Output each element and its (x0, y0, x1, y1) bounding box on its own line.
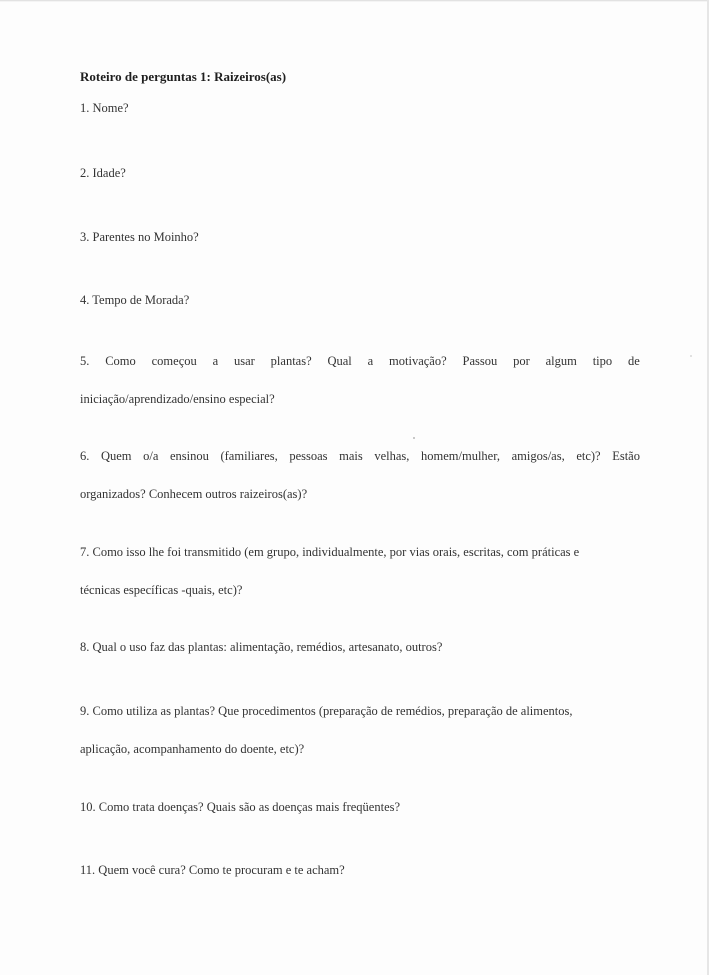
justified-word: por (513, 354, 530, 368)
justified-word: começou (151, 354, 197, 368)
justified-word: mais (339, 449, 363, 463)
question-1 (80, 98, 640, 118)
question-line-justified (80, 446, 640, 466)
question-line: 9. Como utiliza as plantas? Que procedimentos (preparação de remédios, preparação de alimentos, (80, 704, 573, 718)
justified-word: Passou (462, 354, 498, 368)
question-4 (80, 290, 640, 310)
justified-word: Quem (100, 449, 132, 463)
justified-word: ensinou (170, 449, 209, 463)
question-8 (80, 637, 640, 657)
document-title: Roteiro de perguntas 1: Raizeiros(as) (80, 69, 287, 84)
question-line: 7. Como isso lhe foi transmitido (em grupo, individualmente, por vias orais, escritas, com práticas e (80, 545, 580, 559)
question-5 (80, 351, 640, 409)
question-3 (80, 227, 640, 247)
justified-word: etc)? (576, 449, 601, 463)
justified-word: a (367, 354, 374, 368)
question-line: 2. Idade? (80, 166, 126, 180)
question-line: técnicas específicas -quais, etc)? (80, 583, 243, 597)
scan-edge-top (0, 0, 709, 2)
scan-speck (413, 437, 415, 439)
justified-word: 5. (80, 354, 90, 368)
justified-word: Estão (612, 449, 640, 463)
justified-word: plantas? (270, 354, 312, 368)
question-2 (80, 163, 640, 183)
question-line: 1. Nome? (80, 101, 129, 115)
justified-word: velhas, (374, 449, 410, 463)
justified-word: motivação? (389, 354, 447, 368)
question-6 (80, 446, 640, 504)
question-line-justified (80, 351, 640, 371)
question-line: 11. Quem você cura? Como te procuram e te acham? (80, 863, 345, 877)
question-7 (80, 542, 640, 600)
justified-word: amigos/as, (511, 449, 565, 463)
question-line: aplicação, acompanhamento do doente, etc)? (80, 742, 305, 756)
question-line: iniciação/aprendizado/ensino especial? (80, 392, 275, 406)
question-9 (80, 701, 640, 759)
justified-word: Como (105, 354, 136, 368)
justified-word: o/a (143, 449, 159, 463)
question-10 (80, 797, 640, 817)
justified-word: Qual (327, 354, 352, 368)
question-11 (80, 860, 640, 880)
question-line: organizados? Conhecem outros raizeiros(as)? (80, 487, 308, 501)
justified-word: (familiares, (220, 449, 278, 463)
question-line: 3. Parentes no Moinho? (80, 230, 199, 244)
justified-word: de (628, 354, 640, 368)
justified-word: pessoas (289, 449, 328, 463)
justified-word: a (212, 354, 219, 368)
justified-word: 6. (80, 449, 90, 463)
justified-word: homem/mulher, (421, 449, 500, 463)
question-line: 4. Tempo de Morada? (80, 293, 190, 307)
justified-word: algum (545, 354, 577, 368)
scan-speck (690, 355, 692, 357)
justified-word: tipo (592, 354, 613, 368)
question-line: 10. Como trata doenças? Quais são as doenças mais freqüentes? (80, 800, 401, 814)
question-line: 8. Qual o uso faz das plantas: alimentação, remédios, artesanato, outros? (80, 640, 443, 654)
justified-word: usar (234, 354, 255, 368)
